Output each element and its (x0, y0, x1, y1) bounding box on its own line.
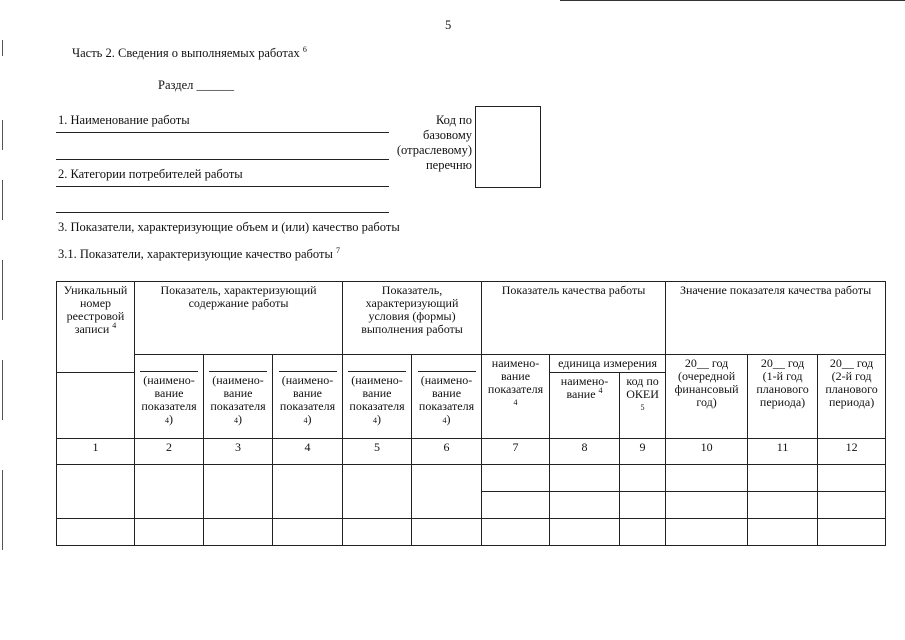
part-title: Часть 2. Сведения о выполняемых работах $^6$ (72, 44, 307, 60)
table-cell[interactable] (818, 491, 886, 518)
indicator-name-cell: (наимено- вание показателя 4) (204, 354, 273, 439)
table-cell[interactable] (666, 491, 748, 518)
table-cell[interactable] (748, 518, 818, 545)
column-number: 11 (748, 439, 818, 465)
column-number: 3 (204, 439, 273, 465)
column-number: 9 (620, 439, 666, 465)
unit-name-header: наимено- вание $^4$ (550, 372, 620, 439)
table-cell[interactable] (550, 518, 620, 545)
quality-indicators-table (56, 281, 886, 546)
table-cell[interactable] (204, 518, 273, 545)
column-number: 12 (818, 439, 886, 465)
consumer-category-label: 2. Категории потребителей работы (58, 167, 243, 181)
page-edge-mark (2, 360, 3, 420)
table-cell[interactable] (273, 518, 343, 545)
quality-indicator-name: наимено- вание показателя 4 (482, 354, 550, 439)
table-cell[interactable] (620, 465, 666, 491)
table-cell[interactable] (412, 518, 482, 545)
table-cell[interactable] (135, 465, 204, 518)
column-number: 10 (666, 439, 748, 465)
header-quality-indicator: Показатель качества работы (482, 282, 666, 355)
column-number: 2 (135, 439, 204, 465)
column-number: 1 (57, 439, 135, 465)
page-edge-mark (2, 40, 3, 56)
year-2-header: 20__ год (1-й год планового периода) (748, 354, 818, 439)
work-name-line-2 (56, 159, 389, 160)
page-edge-mark (2, 120, 3, 150)
table-cell[interactable] (482, 491, 550, 518)
table-cell[interactable] (343, 465, 412, 518)
table-cell[interactable] (818, 518, 886, 545)
page-edge-mark (2, 180, 3, 220)
table-cell[interactable] (818, 465, 886, 491)
table-cell[interactable] (620, 518, 666, 545)
table-cell[interactable] (343, 518, 412, 545)
year-3-header: 20__ год (2-й год планового периода) (818, 354, 886, 439)
consumer-category-line-2 (56, 212, 389, 213)
column-number: 7 (482, 439, 550, 465)
code-box[interactable] (475, 106, 541, 188)
year-1-header: 20__ год (очередной финансовый год) (666, 354, 748, 439)
table-cell[interactable] (666, 465, 748, 491)
table-cell[interactable] (620, 491, 666, 518)
column-number: 6 (412, 439, 482, 465)
indicator-name-cell: (наимено- вание показателя 4) (273, 354, 343, 439)
code-label: Код по базовому (отраслевому) перечню (396, 113, 472, 172)
page-edge-mark (2, 260, 3, 320)
table-cell[interactable] (57, 465, 135, 518)
indicator-name-cell: (наимено- вание показателя 4) (343, 354, 412, 439)
table-cell[interactable] (550, 465, 620, 491)
header-content-indicator: Показатель, характеризующий содержание работы (135, 282, 343, 355)
table-cell[interactable] (204, 465, 273, 518)
okei-header: код по ОКЕИ 5 (620, 372, 666, 439)
table-cell[interactable] (273, 465, 343, 518)
header-quality-value: Значение показателя качества работы (666, 282, 886, 355)
section-label: Раздел ______ (158, 78, 234, 92)
table-row (57, 518, 886, 545)
top-rule (560, 0, 905, 1)
column-number: 5 (343, 439, 412, 465)
table-cell[interactable] (550, 491, 620, 518)
indicator-name-cell: (наимено- вание показателя 4) (135, 354, 204, 439)
table-cell[interactable] (482, 518, 550, 545)
page-edge-mark (2, 470, 3, 550)
table-cell[interactable] (412, 465, 482, 518)
work-name-line (56, 132, 389, 133)
table-cell[interactable] (748, 465, 818, 491)
unit-header: единица измерения (550, 354, 666, 372)
column-numbers-row (57, 439, 886, 465)
work-name-label: 1. Наименование работы (58, 113, 190, 127)
table-cell[interactable] (748, 491, 818, 518)
indicator-name-cell: (наимено- вание показателя 4) (412, 354, 482, 439)
section-3-1-title: 3.1. Показатели, характеризующие качество работы $^7$ (58, 245, 340, 261)
section-3-title: 3. Показатели, характеризующие объем и (или) качество работы (58, 220, 400, 234)
column-number: 8 (550, 439, 620, 465)
header-unique-number: Уникальный номер реестровой записи $^4$ (57, 282, 135, 373)
header-conditions-indicator: Показатель, характеризующий условия (формы) выполнения работы (343, 282, 482, 355)
consumer-category-line (56, 186, 389, 187)
table-cell[interactable] (666, 518, 748, 545)
page-number: 5 (445, 18, 452, 32)
table-cell[interactable] (482, 465, 550, 491)
table-cell[interactable] (135, 518, 204, 545)
table-row (57, 465, 886, 491)
table-cell[interactable] (57, 518, 135, 545)
unit-header-gap (57, 372, 135, 439)
column-number: 4 (273, 439, 343, 465)
